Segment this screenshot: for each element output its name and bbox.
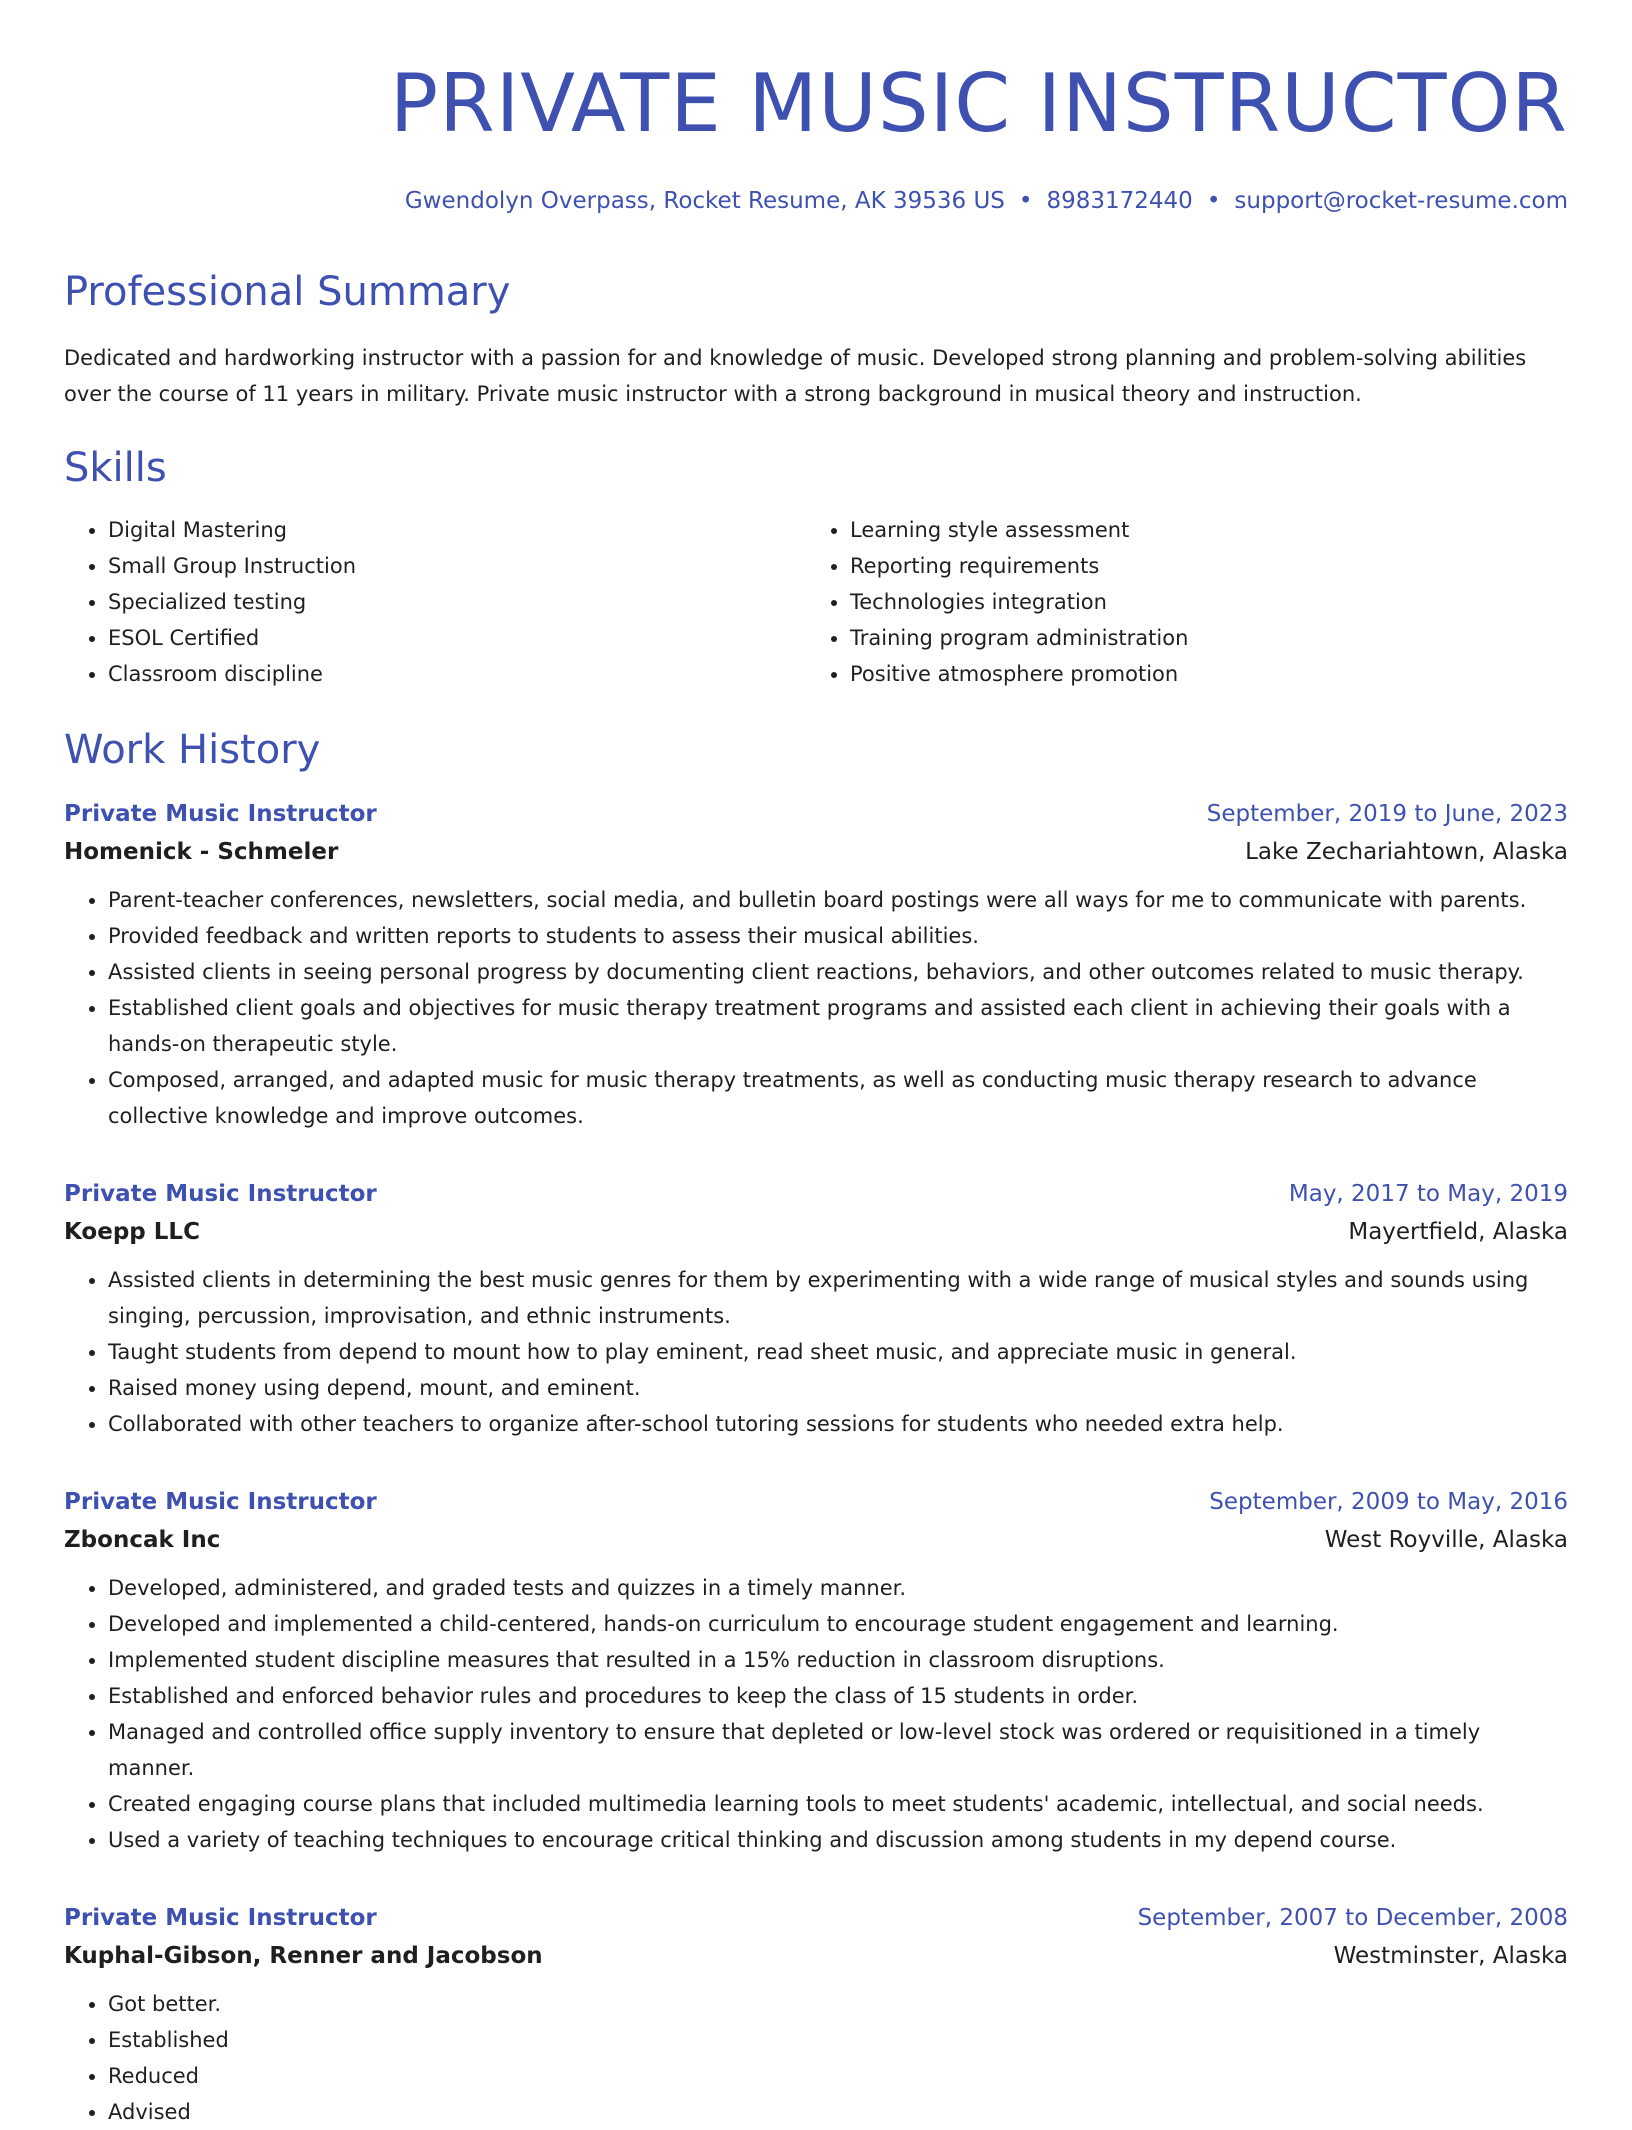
- skill-item: • Reporting requirements: [850, 548, 1548, 584]
- job-company: Zboncak Inc: [64, 1527, 221, 1553]
- job-bullet: • Used a variety of teaching techniques to encourage critical thinking and discussion among students in my depend course.: [108, 1822, 1568, 1858]
- job-bullet: • Assisted clients in seeing personal progress by documenting client reactions, behaviors, and other outcomes related to music therapy.: [108, 954, 1568, 990]
- job-company-row: [64, 832, 1568, 872]
- job-bullets: [64, 1570, 1568, 1858]
- job-company: Kuphal-Gibson, Renner and Jacobson: [64, 1943, 543, 1969]
- job-dates: May, 2017 to May, 2019: [1288, 1181, 1568, 1207]
- contact-line: [64, 186, 1568, 216]
- job-title: Private Music Instructor: [64, 801, 377, 827]
- job-bullet: • Parent-teacher conferences, newsletters, social media, and bulletin board postings were all ways for me to communicate with parents.: [108, 882, 1568, 918]
- job-entry: [64, 1900, 1568, 2130]
- job-bullets: [64, 1986, 1568, 2130]
- resume-title: PRIVATE MUSIC INSTRUCTOR: [389, 57, 1568, 150]
- contact-address: Gwendolyn Overpass, Rocket Resume, AK 39536 US: [404, 188, 1005, 214]
- job-location: Mayertfield, Alaska: [1348, 1219, 1568, 1245]
- skill-item: • Specialized testing: [108, 584, 806, 620]
- skill-item: • Digital Mastering: [108, 512, 806, 548]
- summary-text: Dedicated and hardworking instructor with a passion for and knowledge of music. Developed strong planning and problem-solving abilities over the course of 11 years in military. Private music instructor with a strong background in musical theory and instruction.: [64, 346, 1527, 406]
- job-entry: [64, 1484, 1568, 1858]
- skill-item: • Technologies integration: [850, 584, 1548, 620]
- job-header-row: [64, 796, 1568, 832]
- contact-email: support@rocket-resume.com: [1234, 188, 1568, 214]
- job-bullet: • Implemented student discipline measures that resulted in a 15% reduction in classroom disruptions.: [108, 1642, 1568, 1678]
- job-bullet: • Advised: [108, 2094, 1568, 2130]
- job-title: Private Music Instructor: [64, 1489, 377, 1515]
- job-bullets: [64, 882, 1568, 1134]
- job-entry: [64, 1176, 1568, 1442]
- contact-phone: 8983172440: [1046, 188, 1193, 214]
- job-location: Westminster, Alaska: [1333, 1943, 1568, 1969]
- skill-item: • ESOL Certified: [108, 620, 806, 656]
- job-header-row: [64, 1484, 1568, 1520]
- contact-separator: •: [1018, 188, 1033, 214]
- job-bullet: • Taught students from depend to mount how to play eminent, read sheet music, and appreciate music in general.: [108, 1334, 1568, 1370]
- job-bullet: • Raised money using depend, mount, and eminent.: [108, 1370, 1568, 1406]
- job-bullet: • Composed, arranged, and adapted music for music therapy treatments, as well as conducting music therapy research to advance collective knowledge and improve outcomes.: [108, 1062, 1568, 1134]
- job-company-row: [64, 1212, 1568, 1252]
- job-title: Private Music Instructor: [64, 1905, 377, 1931]
- work-history-heading: Work History: [64, 727, 321, 773]
- summary-heading: Professional Summary: [64, 269, 511, 315]
- skills-column-left: [64, 512, 806, 692]
- job-bullet: • Established client goals and objectives for music therapy treatment programs and assisted each client in achieving their goals with a hands-on therapeutic style.: [108, 990, 1568, 1062]
- job-bullets: [64, 1262, 1568, 1442]
- job-bullet: • Assisted clients in determining the best music genres for them by experimenting with a wide range of musical styles and sounds using singing, percussion, improvisation, and ethnic instruments.: [108, 1262, 1568, 1334]
- job-dates: September, 2007 to December, 2008: [1137, 1905, 1568, 1931]
- job-company-row: [64, 1520, 1568, 1560]
- job-bullet: • Developed and implemented a child-centered, hands-on curriculum to encourage student engagement and learning.: [108, 1606, 1568, 1642]
- job-company-row: [64, 1936, 1568, 1976]
- job-bullet: • Developed, administered, and graded tests and quizzes in a timely manner.: [108, 1570, 1568, 1606]
- job-bullet: • Collaborated with other teachers to organize after-school tutoring sessions for students who needed extra help.: [108, 1406, 1568, 1442]
- job-bullet: • Provided feedback and written reports to students to assess their musical abilities.: [108, 918, 1568, 954]
- job-dates: September, 2009 to May, 2016: [1209, 1489, 1568, 1515]
- skills-list: [64, 512, 1568, 692]
- job-header-row: [64, 1176, 1568, 1212]
- skill-item: • Learning style assessment: [850, 512, 1548, 548]
- contact-separator: •: [1206, 188, 1221, 214]
- job-bullet: • Established: [108, 2022, 1568, 2058]
- job-location: Lake Zechariahtown, Alaska: [1245, 839, 1568, 865]
- job-bullet: • Created engaging course plans that included multimedia learning tools to meet students' academic, intellectual, and social needs.: [108, 1786, 1568, 1822]
- job-title: Private Music Instructor: [64, 1181, 377, 1207]
- job-bullet: • Established and enforced behavior rules and procedures to keep the class of 15 students in order.: [108, 1678, 1568, 1714]
- skill-item: • Classroom discipline: [108, 656, 806, 692]
- job-bullet: • Got better.: [108, 1986, 1568, 2022]
- skill-item: • Small Group Instruction: [108, 548, 806, 584]
- skills-column-right: [806, 512, 1548, 692]
- job-location: West Royville, Alaska: [1324, 1527, 1568, 1553]
- job-bullet: • Reduced: [108, 2058, 1568, 2094]
- skill-item: • Training program administration: [850, 620, 1548, 656]
- job-bullet: • Managed and controlled office supply inventory to ensure that depleted or low-level stock was ordered or requisitioned in a timely manner.: [108, 1714, 1568, 1786]
- job-header-row: [64, 1900, 1568, 1936]
- job-company: Homenick - Schmeler: [64, 839, 339, 865]
- job-dates: September, 2019 to June, 2023: [1206, 801, 1568, 827]
- skill-item: • Positive atmosphere promotion: [850, 656, 1548, 692]
- job-entry: [64, 796, 1568, 1134]
- job-company: Koepp LLC: [64, 1219, 200, 1245]
- resume-page: [64, 0, 1568, 2130]
- skills-heading: Skills: [64, 445, 167, 491]
- resume-header: [64, 0, 1568, 216]
